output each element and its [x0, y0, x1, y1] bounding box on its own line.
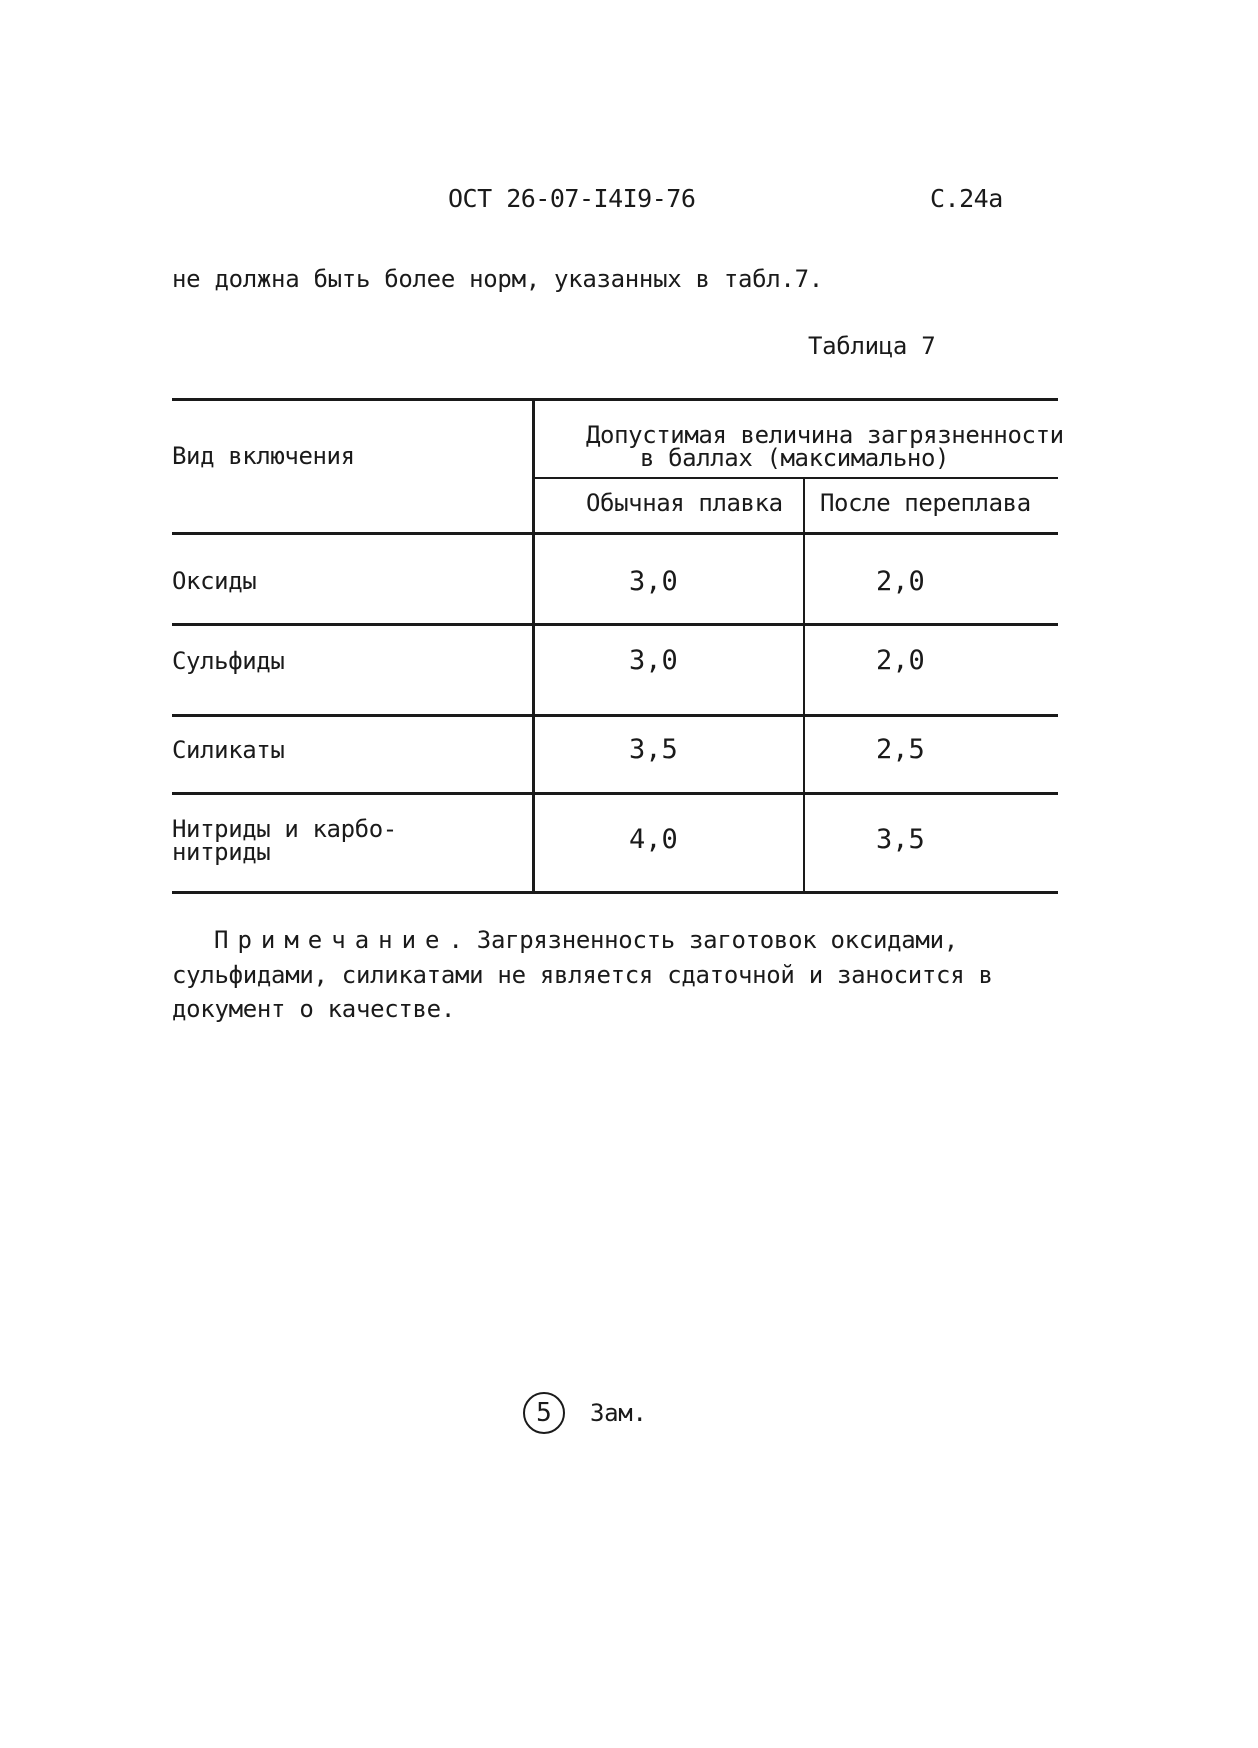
row-rule [172, 623, 1058, 626]
cell-normal: 3,0 [629, 566, 678, 597]
row-rule [172, 714, 1058, 717]
column-header-after-remelt: После переплава [820, 489, 1031, 517]
column-header-inclusion-type: Вид включения [172, 442, 355, 470]
table-caption: Таблица 7 [808, 332, 936, 360]
row-name: Сульфиды [172, 647, 285, 675]
column-divider [532, 400, 535, 893]
table-top-rule [172, 398, 1058, 401]
page-number: С.24а [930, 184, 1003, 213]
revision-number-circle [523, 1392, 565, 1434]
cell-remelt: 2,0 [876, 566, 925, 597]
intro-text: не должна быть более норм, указанных в табл.7. [172, 265, 823, 293]
revision-text: Зам. [590, 1399, 647, 1427]
group-header-rule [534, 477, 1058, 479]
note-line-3: документ о качестве. [172, 995, 455, 1023]
group-header-line2: в баллах (максимально) [640, 444, 950, 472]
revision-number: 5 [536, 1398, 552, 1428]
row-rule [172, 792, 1058, 795]
group-header-line1: Допустимая величина загрязненности [586, 421, 1064, 449]
cell-remelt: 2,0 [876, 645, 925, 676]
note-line-1 [214, 926, 958, 954]
row-name: Оксиды [172, 567, 257, 595]
column-header-normal-melt: Обычная плавка [586, 489, 783, 517]
row-name: Силикаты [172, 736, 285, 764]
cell-normal: 3,5 [629, 734, 678, 765]
note-label: Примечание [214, 926, 449, 954]
note-line-2: сульфидами, силикатами не является сдаточной и заносится в [172, 961, 993, 989]
table-bottom-rule [172, 891, 1058, 894]
header-bottom-rule [172, 532, 1058, 535]
document-code: ОСТ 26-07-I4I9-76 [448, 184, 696, 213]
note-text-1: . Загрязненность заготовок оксидами, [448, 926, 958, 954]
cell-normal: 4,0 [629, 824, 678, 855]
cell-remelt: 3,5 [876, 824, 925, 855]
cell-normal: 3,0 [629, 645, 678, 676]
cell-remelt: 2,5 [876, 734, 925, 765]
column-divider [803, 478, 805, 893]
row-name-continuation: нитриды [172, 838, 271, 866]
row-name: Нитриды и карбо- [172, 815, 397, 843]
